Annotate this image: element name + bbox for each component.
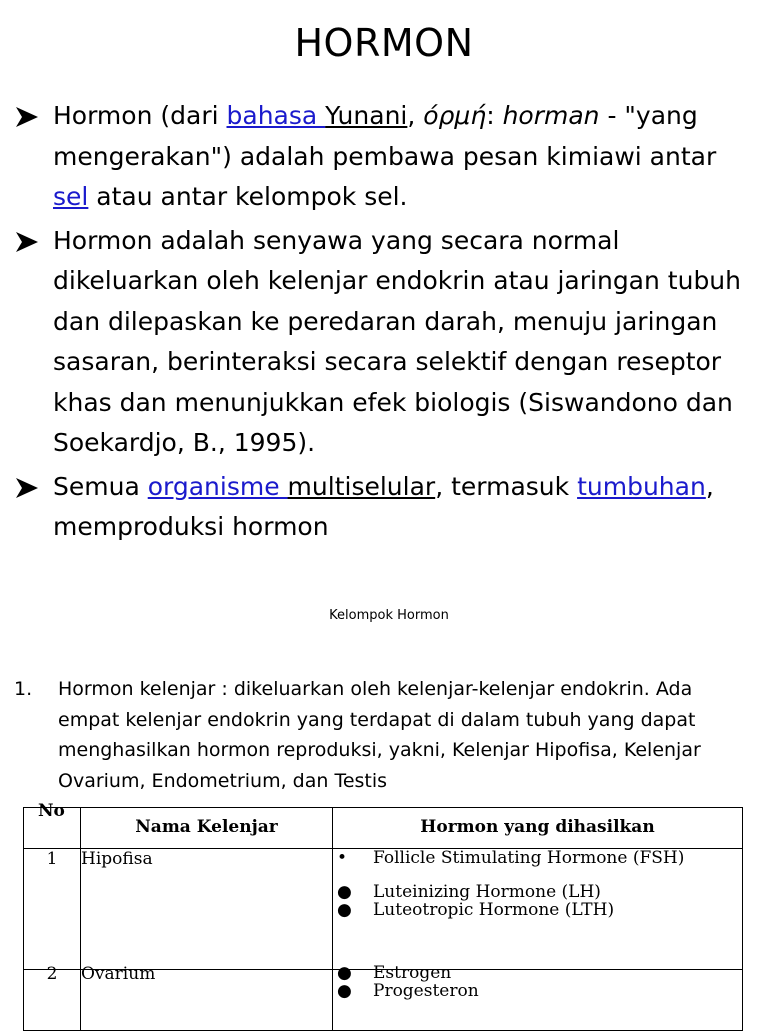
slide-title: HORMON [294,21,474,65]
bullet-list [14,96,754,551]
bullet-dot-icon: ● [337,981,352,1001]
section-caption: Kelompok Hormon [329,608,449,623]
table-header-row [24,808,743,849]
bullet-dot-icon: ● [337,963,352,983]
link-bahasa[interactable]: bahasa [226,101,326,130]
link-multiselular[interactable]: multiselular [287,471,436,501]
table-row [24,849,743,970]
arrow-bullet-icon [14,476,40,500]
bullet-dot-icon: ● [337,882,352,902]
hormone-item: ● Luteotropic Hormone (LTH) [337,900,615,920]
hormone-item: ● Luteinizing Hormone (LH) [337,882,601,902]
cell-name: Hipofisa [81,849,333,970]
horman-word: horman [502,101,600,130]
item-text: Hormon kelenjar : dikeluarkan oleh kelenjar-kelenjar endokrin. Ada empat kelenjar endokrin yang terdapat di dalam tubuh yang dapat menghasilkan hormon reproduksi, yakni, Kelenjar Hipofisa, Kelenjar Ovarium, Endometrium, dan Testis [58,678,701,792]
header-hormon: Hormon yang dihasilkan [333,808,743,849]
link-organisme[interactable]: organisme [147,471,288,501]
cell-hormones [333,964,743,1025]
hormone-item: ● Progesteron [337,981,479,1001]
item-number: 1. [14,678,33,700]
numbered-item [14,674,744,796]
cell-name: Ovarium [81,964,333,1025]
link-sel[interactable]: sel [53,182,89,211]
arrow-bullet-icon [14,230,40,254]
greek-word: όρμή [423,101,487,130]
bullet-item-definition: Hormon (dari bahasa Yunani, όρμή: horman - "yang mengerakan") adalah pembawa pesan kimiawi antar sel atau antar kelompok sel. [14,96,754,218]
arrow-bullet-icon [14,105,40,129]
link-yunani[interactable]: Yunani [325,101,408,130]
table-row [24,970,743,1031]
hormone-table [23,801,743,1031]
cell-no: 2 [24,964,81,1025]
cell-no: 1 [24,849,81,970]
hormone-item: • Follicle Stimulating Hormone (FSH) [337,848,685,868]
link-tumbuhan[interactable]: tumbuhan [577,471,706,501]
bullet-item-description: Hormon adalah senyawa yang secara normal dikeluarkan oleh kelenjar endokrin atau jaringan tubuh dan dilepaskan ke peredaran darah, menuju jaringan sasaran, berinteraksi secara selektif dengan reseptor khas dan menunjukkan efek biologis (Siswandono dan Soekardjo, B., 1995). [14,221,754,464]
cell-hormones [333,849,743,970]
hormone-item: ● Estrogen [337,963,452,983]
bullet-dot-icon: • [337,848,348,868]
header-no: No [24,808,81,849]
bullet-dot-icon: ● [337,900,352,920]
header-name: Nama Kelenjar [81,808,333,849]
bullet-item-organisms: Semua organisme multiselular, termasuk tumbuhan, memproduksi hormon [14,467,754,548]
